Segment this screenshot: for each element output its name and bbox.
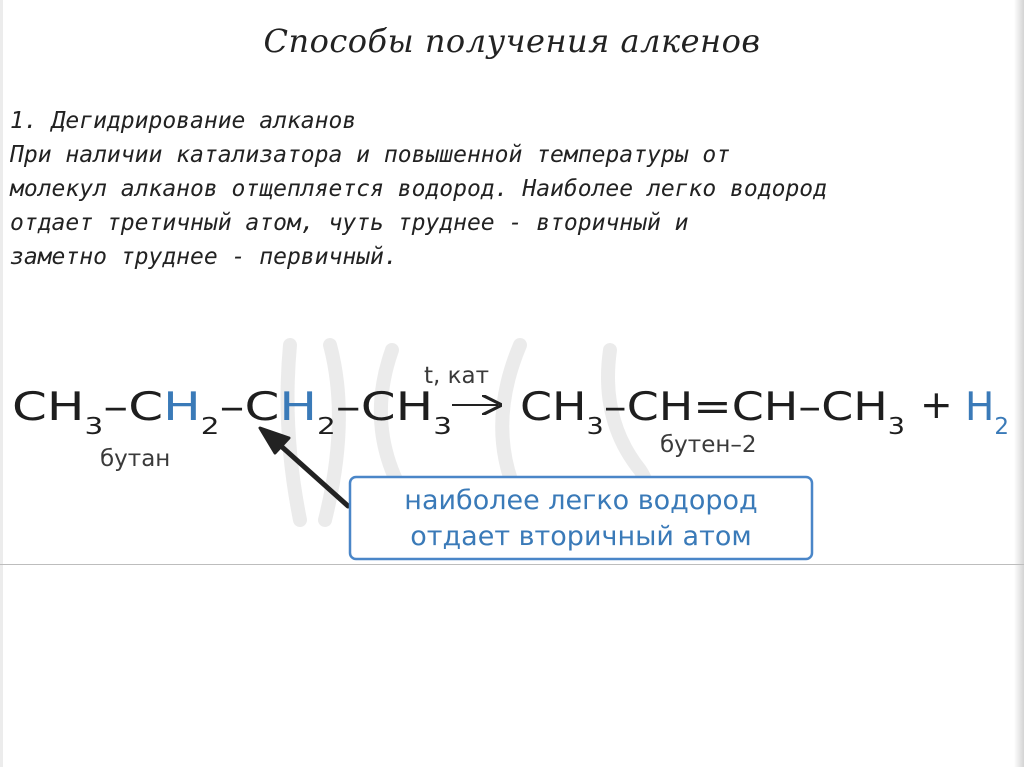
butene-formula: CH $_3$–CH=CH–CH $_3$ bbox=[520, 385, 903, 440]
paragraph-heading: 1. Дегидрирование алканов bbox=[10, 108, 357, 134]
paragraph-line: При наличии катализатора и повышенной температуры от bbox=[10, 142, 731, 168]
slide-title: Способы получения алкенов bbox=[263, 22, 761, 60]
annotation-line: отдает вторичный атом bbox=[410, 521, 752, 552]
hydrogen-formula: $H_2$ bbox=[965, 385, 1009, 440]
plus-sign: + bbox=[920, 383, 953, 428]
butene-name: бутен–2 bbox=[660, 432, 757, 458]
annotation-line: наиболее легко водород bbox=[404, 485, 758, 516]
butane-formula: CH $_3$ – C H $_2$ – C H $_2$ – CH $_3$ bbox=[12, 385, 448, 440]
slide-divider bbox=[0, 564, 1024, 565]
butane-name: бутан bbox=[100, 446, 171, 472]
paragraph bbox=[10, 104, 1000, 274]
reaction-equation bbox=[0, 340, 1024, 570]
paragraph-line: заметно труднее - первичный. bbox=[10, 244, 398, 270]
reaction-condition: t, кат bbox=[424, 363, 490, 389]
paragraph-line: отдает третичный атом, чуть труднее - вторичный и bbox=[10, 210, 689, 236]
paragraph-line: молекул алканов отщепляется водород. Наиболее легко водород bbox=[10, 176, 827, 202]
